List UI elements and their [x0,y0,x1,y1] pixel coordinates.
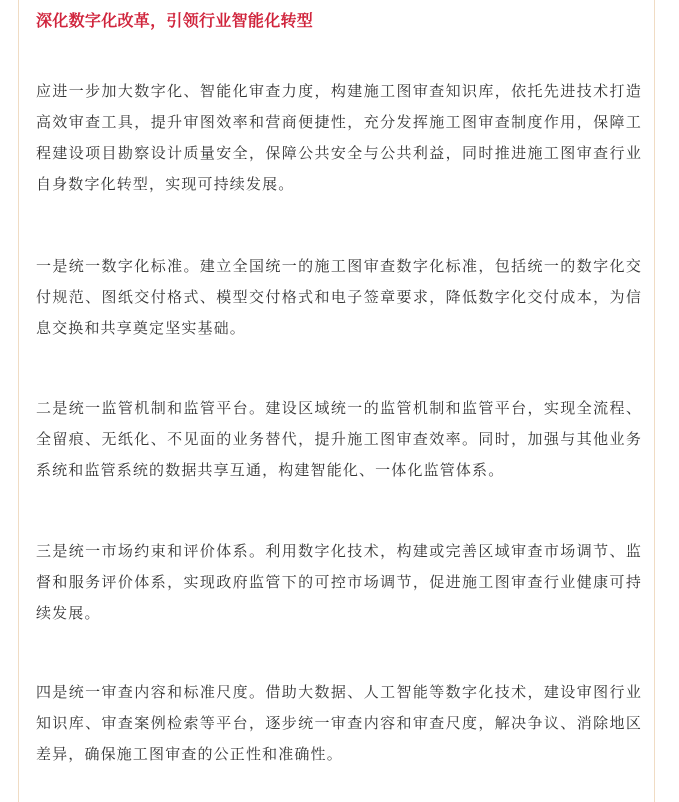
point-three-paragraph: 三是统一市场约束和评价体系。利用数字化技术，构建或完善区域审查市场调节、监督和服务评价体系，实现政府监管下的可控市场调节，促进施工图审查行业健康可持续发展。 [36,542,642,622]
intro-paragraph: 应进一步加大数字化、智能化审查力度，构建施工图审查知识库，依托先进技术打造高效审查工具，提升审图效率和营商便捷性，充分发挥施工图审查制度作用，保障工程建设项目勘察设计质量安全，保障公共安全与公共利益，同时推进施工图审查行业自身数字化转型，实现可持续发展。 [36,82,642,193]
point-two-paragraph: 二是统一监管机制和监管平台。建设区域统一的监管机制和监管平台，实现全流程、全留痕、无纸化、不见面的业务替代，提升施工图审查效率。同时，加强与其他业务系统和监管系统的数据共享互通，构建智能化、一体化监管体系。 [36,399,642,479]
point-one-paragraph: 一是统一数字化标准。建立全国统一的施工图审查数字化标准，包括统一的数字化交付规范、图纸交付格式、模型交付格式和电子签章要求，降低数字化交付成本，为信息交换和共享奠定坚实基础。 [36,257,642,337]
section-heading: 深化数字化改革，引领行业智能化转型 [36,11,314,30]
point-four-paragraph: 四是统一审查内容和标准尺度。借助大数据、人工智能等数字化技术，建设审图行业知识库、审查案例检索等平台，逐步统一审查内容和审查尺度，解决争议、消除地区差异，确保施工图审查的公正性和准确性。 [36,683,642,763]
article-container [18,0,655,802]
